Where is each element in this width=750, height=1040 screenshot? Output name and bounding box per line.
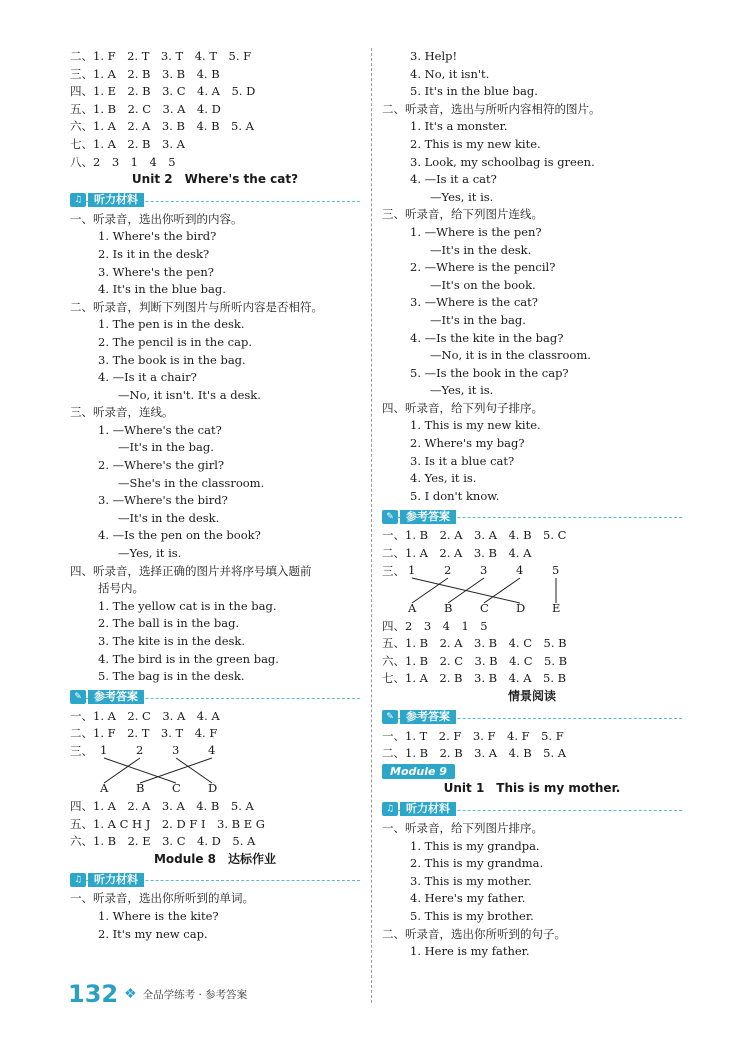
- list-item: 五、1. B 2. A 3. B 4. C 5. B: [382, 636, 567, 651]
- list-item: 4. —Is it a cat?: [410, 172, 497, 187]
- question-heading: 三、听录音，给下列图片连线。: [382, 207, 543, 222]
- list-item: —It's in the bag.: [118, 440, 214, 455]
- question-heading: 一、听录音，选出你听到的内容。: [70, 211, 243, 226]
- list-item: 4. —Is the kite in the bag?: [410, 330, 564, 345]
- match-bottom-label: D: [516, 600, 526, 615]
- unit-title: Unit 1 This is my mother.: [443, 781, 621, 796]
- question-heading: 四、听录音，给下列句子排序。: [382, 400, 543, 415]
- list-item: 5. This is my brother.: [410, 908, 534, 923]
- connector-line: [104, 758, 176, 783]
- answer-key-header: ✎ 参考答案: [382, 710, 682, 727]
- answer-line: 二、1. F 2. T 3. T 4. F: [70, 726, 218, 741]
- answer-icon: ✎: [70, 690, 86, 704]
- answer-key-header: ✎ 参考答案: [382, 509, 682, 526]
- answer-line: 一、1. A 2. C 3. A 4. A: [70, 708, 220, 723]
- list-item: 5. I don't know.: [410, 488, 500, 503]
- list-item: 1. This is my grandpa.: [410, 838, 540, 853]
- list-item: 1. Here is my father.: [410, 944, 530, 959]
- match-top-label: 4: [516, 562, 524, 577]
- list-item: 4. Yes, it is.: [410, 471, 477, 486]
- footer-text: 全品学练考 · 参考答案: [142, 988, 248, 1001]
- list-item: —She's in the classroom.: [118, 475, 265, 490]
- match-top-label: 2: [136, 742, 144, 757]
- page-footer: [68, 980, 247, 1008]
- match-bottom-label: E: [552, 600, 561, 615]
- connector-line: [448, 578, 484, 603]
- list-item: 2. This is my new kite.: [410, 136, 541, 151]
- match-top-label: 3: [480, 562, 488, 577]
- list-item: 5. The bag is in the desk.: [98, 669, 245, 684]
- match-bottom-label: A: [408, 600, 417, 615]
- list-item: 3. Look, my schoolbag is green.: [410, 154, 595, 169]
- answer-line: 一、1. T 2. F 3. F 4. F 5. F: [382, 728, 564, 743]
- list-item: 4. Here's my father.: [410, 891, 526, 906]
- list-item: 1. It's a monster.: [410, 119, 508, 134]
- listening-material-header: ♫ 听力材料: [70, 193, 360, 210]
- answer-line: 二、1. B 2. B 3. A 4. B 5. A: [382, 746, 567, 761]
- connector-lines: [382, 563, 642, 618]
- list-item: 四、1. A 2. A 3. A 4. B 5. A: [70, 798, 254, 813]
- list-item: 2. This is my grandma.: [410, 856, 544, 871]
- connector-line: [176, 758, 212, 783]
- page-number: 132: [68, 980, 119, 1008]
- question-heading: 二、听录音，选出你所听到的句子。: [382, 926, 566, 941]
- list-item: 3. —Where is the cat?: [410, 295, 538, 310]
- list-item: 五、1. B 2. C 3. A 4. D: [70, 101, 221, 116]
- question-heading: 一、听录音，选出你所听到的单词。: [70, 891, 254, 906]
- match-bottom-label: A: [100, 780, 109, 795]
- match-top-label: 4: [208, 742, 216, 757]
- list-item: 四、2 3 4 1 5: [382, 618, 488, 633]
- list-item: —It's in the bag.: [430, 312, 526, 327]
- list-item: 1. —Where's the cat?: [98, 422, 222, 437]
- right-column: [382, 48, 682, 961]
- module-title: Module 8 达标作业: [153, 851, 277, 866]
- list-item: 2. The ball is in the bag.: [98, 616, 240, 631]
- list-item: 五、1. A C H J 2. D F I 3. B E G: [70, 816, 265, 831]
- answer-icon: ✎: [382, 510, 398, 524]
- list-item: —It's on the book.: [430, 277, 536, 292]
- question-heading: 括号内。: [98, 581, 144, 596]
- match-top-label: 1: [408, 562, 416, 577]
- answer-line: 二、1. A 2. A 3. B 4. A: [382, 546, 532, 561]
- answer-icon: ✎: [382, 710, 398, 724]
- list-item: —It's in the desk.: [430, 242, 532, 257]
- diamond-icon: ❖: [124, 986, 137, 1002]
- list-item: 5. It's in the blue bag.: [410, 84, 538, 99]
- list-item: 4. —Is the pen on the book?: [98, 528, 261, 543]
- list-item: —It's in the desk.: [118, 510, 220, 525]
- list-item: 3. The kite is in the desk.: [98, 634, 246, 648]
- list-item: 3. —Where's the bird?: [98, 493, 228, 508]
- list-item: 1. Where's the bird?: [98, 229, 217, 244]
- question-heading: 一、听录音，给下列图片排序。: [382, 820, 543, 835]
- list-item: 4. —Is it a chair?: [98, 370, 197, 385]
- list-item: 1. The pen is in the desk.: [98, 317, 245, 332]
- list-item: —No, it is in the classroom.: [430, 348, 591, 363]
- list-item: —Yes, it is.: [118, 546, 182, 561]
- list-item: 3. This is my mother.: [410, 873, 532, 888]
- headphones-icon: ♫: [70, 193, 86, 207]
- list-item: 1. Where is the kite?: [98, 908, 219, 923]
- list-item: —Yes, it is.: [430, 189, 494, 204]
- matching-diagram: 三、 1 2 3 4 A B C D: [70, 743, 360, 798]
- list-item: 二、1. F 2. T 3. T 4. T 5. F: [70, 49, 252, 63]
- list-item: 2. Where's my bag?: [410, 436, 525, 451]
- list-item: 六、1. A 2. A 3. B 4. B 5. A: [70, 119, 254, 134]
- list-item: 1. This is my new kite.: [410, 418, 541, 433]
- list-item: —No, it isn't. It's a desk.: [118, 387, 261, 402]
- question-heading: 三、听录音，连线。: [70, 405, 174, 420]
- unit-title: Unit 2 Where's the cat?: [131, 172, 299, 187]
- list-item: 3. Help!: [410, 49, 458, 63]
- list-item: 3. Where's the pen?: [98, 264, 214, 279]
- list-item: 八、2 3 1 4 5: [70, 154, 176, 169]
- question-heading: 四、听录音，选择正确的图片并将序号填入题前: [70, 563, 312, 578]
- list-item: 四、1. E 2. B 3. C 4. A 5. D: [70, 84, 256, 99]
- module-badge: Module 9: [382, 764, 455, 779]
- list-item: 七、1. A 2. B 3. A: [70, 136, 185, 151]
- list-item: 六、1. B 2. E 3. C 4. D 5. A: [70, 834, 256, 849]
- list-item: 4. The bird is in the green bag.: [98, 651, 279, 666]
- match-bottom-label: C: [480, 600, 489, 615]
- connector-line: [104, 758, 140, 783]
- answer-key-header: ✎ 参考答案: [70, 690, 360, 707]
- column-divider: [371, 48, 372, 1003]
- list-item: 1. —Where is the pen?: [410, 224, 542, 239]
- match-bottom-label: D: [208, 780, 218, 795]
- matching-diagram: 三、 1 2 3 4 5 A B C D E: [382, 563, 682, 618]
- list-item: 3. Is it a blue cat?: [410, 453, 515, 468]
- answer-line: 一、1. B 2. A 3. A 4. B 5. C: [382, 528, 567, 543]
- listening-material-header: ♫ 听力材料: [382, 802, 682, 819]
- match-top-label: 2: [444, 562, 452, 577]
- left-column: [70, 48, 360, 943]
- list-item: 2. —Where is the pencil?: [410, 260, 556, 275]
- list-item: 3. The book is in the bag.: [98, 352, 246, 367]
- match-bottom-label: B: [444, 600, 453, 615]
- listening-material-header: ♫ 听力材料: [70, 872, 360, 889]
- question-heading: 二、听录音，判断下列图片与所听内容是否相符。: [70, 299, 323, 314]
- module-badge-row: [382, 763, 682, 781]
- list-item: 六、1. B 2. C 3. B 4. C 5. B: [382, 653, 568, 668]
- headphones-icon: ♫: [382, 802, 398, 816]
- list-item: 2. The pencil is in the cap.: [98, 334, 252, 349]
- match-top-label: 3: [172, 742, 180, 757]
- list-item: 2. —Where's the girl?: [98, 458, 225, 473]
- match-bottom-label: B: [136, 780, 145, 795]
- list-item: 2. Is it in the desk?: [98, 246, 210, 261]
- connector-lines: [70, 743, 330, 798]
- headphones-icon: ♫: [70, 873, 86, 887]
- list-item: 2. It's my new cap.: [98, 926, 208, 941]
- list-item: 4. No, it isn't.: [410, 66, 490, 81]
- list-item: 1. The yellow cat is in the bag.: [98, 598, 277, 613]
- list-item: —Yes, it is.: [430, 383, 494, 398]
- section-title: 情景阅读: [507, 689, 556, 703]
- question-heading: 二、听录音，选出与所听内容相符的图片。: [382, 101, 601, 116]
- match-top-label: 5: [552, 562, 560, 577]
- match-bottom-label: C: [172, 780, 181, 795]
- list-item: 4. It's in the blue bag.: [98, 282, 226, 297]
- list-item: 七、1. A 2. B 3. B 4. A 5. B: [382, 671, 567, 686]
- list-item: 三、1. A 2. B 3. B 4. B: [70, 66, 220, 81]
- connector-line: [140, 758, 212, 783]
- list-item: 5. —Is the book in the cap?: [410, 365, 569, 380]
- match-top-label: 1: [100, 742, 108, 757]
